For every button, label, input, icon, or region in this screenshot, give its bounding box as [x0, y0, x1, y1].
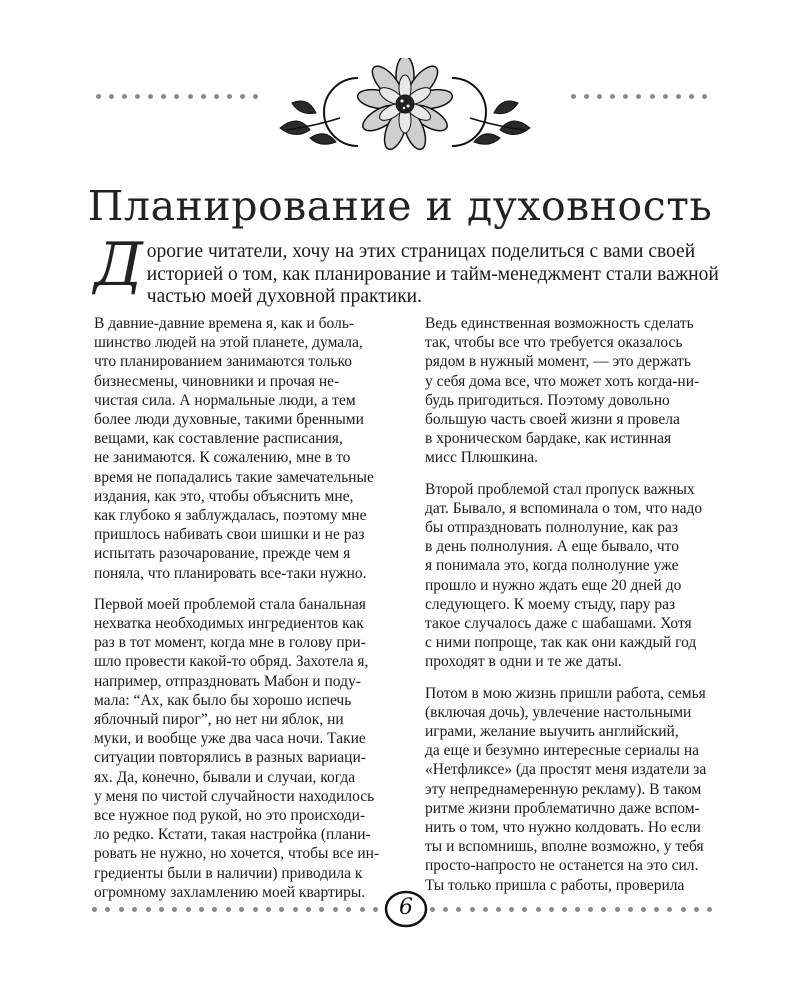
- flower-moon-ornament-icon: [270, 58, 540, 152]
- text-line: в день полнолуния. А еще бывало, что: [425, 538, 679, 556]
- text-line: яблочный пирог”, но нет ни яблок, ни: [94, 711, 344, 729]
- text-line: бы отпраздновать полнолуние, как раз: [425, 519, 678, 537]
- dotted-rule-bottom-left: [92, 906, 378, 912]
- text-line: играми, желание выучить английский,: [425, 723, 679, 741]
- text-line: у себя дома все, что может хоть когда-ни-: [425, 372, 700, 390]
- text-line: ровать не нужно, но хочется, чтобы все ин-: [94, 845, 380, 863]
- text-line: так, чтобы все что требуется оказалось: [425, 334, 683, 352]
- text-line: муки, и вообще уже два часа ночи. Такие: [94, 730, 366, 748]
- text-line: издания, как это, чтобы объяснить мне,: [94, 487, 354, 505]
- text-line: Ты только пришла с работы, проверила: [425, 876, 685, 894]
- text-line: ситуации повторялись в разных вариаци-: [94, 749, 366, 767]
- text-line: ритме жизни проблематично даже вспом-: [425, 799, 700, 817]
- text-line: что планированием занимаются только: [94, 353, 352, 371]
- text-line: как глубоко я заблуждалась, поэтому мне: [94, 507, 367, 525]
- text-line: Потом в мою жизнь пришли работа, семья: [425, 684, 706, 702]
- text-line: более люди духовные, такими бренными: [94, 411, 364, 429]
- text-line: вещами, как составление расписания,: [94, 430, 343, 448]
- text-line: ло редко. Кстати, такая настройка (плани-: [94, 826, 371, 844]
- text-line: с ними попроще, так как они каждый год: [425, 634, 697, 652]
- paragraph: [94, 595, 394, 902]
- text-line: мисс Плюшкина.: [425, 449, 539, 467]
- text-line: большую часть своей жизни я провела: [425, 411, 680, 429]
- text-line: рядом в нужный момент, — это держать: [425, 353, 691, 371]
- dotted-rule-top-left: [96, 93, 258, 99]
- text-line: В давние-давние времена я, как и боль-: [94, 315, 355, 332]
- paragraph: [425, 480, 725, 672]
- text-line: пришлось набивать свои шишки и не раз: [94, 526, 365, 544]
- text-line: шинство людей на этой планете, думала,: [94, 334, 363, 352]
- text-line: гредиенты были в наличии) приводила к: [94, 864, 363, 882]
- text-line: не занимаются. К сожалению, мне в то: [94, 449, 351, 467]
- page-title: Планирование и духовность: [87, 182, 713, 230]
- text-line: Ведь единственная возможность сделать: [425, 315, 694, 332]
- text-line: будь пригодиться. Поэтому довольно: [425, 391, 670, 409]
- text-line: огромному захламлению моей квартиры.: [94, 883, 366, 901]
- right-column: [425, 314, 725, 907]
- text-line: просто-напросто не останется на это сил.: [425, 857, 699, 875]
- text-line: нехватка необходимых ингредиентов как: [94, 615, 364, 633]
- page-number-badge: [383, 889, 429, 929]
- text-line: чистая сила. А нормальные люди, а тем: [94, 391, 356, 409]
- drop-cap: Д: [94, 230, 143, 300]
- dotted-rule-bottom-right: [430, 906, 712, 912]
- text-line: шло провести какой-то обряд. Захотела я,: [94, 653, 369, 671]
- text-line: ях. Да, конечно, бывали и случаи, когда: [94, 768, 356, 786]
- text-line: проходят в одни и те же даты.: [425, 653, 622, 671]
- text-line: мала: “Ах, как было бы хорошо испечь: [94, 691, 352, 709]
- text-line: бизнесмены, чиновники и прочая не-: [94, 372, 340, 390]
- text-line: у меня по чистой случайности находилось: [94, 787, 375, 805]
- text-line: испытать разочарование, прежде чем я: [94, 545, 351, 563]
- text-line: ты и вспомнишь, вполне возможно, у тебя: [425, 838, 704, 856]
- text-line: поняла, что планировать все-таки нужно.: [94, 564, 367, 582]
- text-line: Второй проблемой стал пропуск важных: [425, 480, 695, 498]
- text-line: время не попадались такие замечательные: [94, 468, 374, 486]
- text-line: такое случалось даже с шабашами. Хотя: [425, 615, 692, 633]
- paragraph: [94, 314, 394, 583]
- text-line: например, отпраздновать Мабон и поду-: [94, 672, 361, 690]
- text-line: я понимала это, когда полнолуние уже: [425, 557, 679, 575]
- paragraph: [425, 314, 725, 468]
- text-line: в хроническом бардаке, как истинная: [425, 430, 672, 448]
- intro-line: орогие читатели, хочу на этих страницах поделиться с вами своей: [146, 241, 696, 262]
- intro-paragraph: [94, 230, 724, 309]
- text-line: (включая дочь), увлечение настольными: [425, 703, 692, 721]
- text-line: нить о том, что нужно колдовать. Но если: [425, 819, 701, 837]
- text-line: прошло и нужно ждать еще 20 дней до: [425, 576, 682, 594]
- text-line: все нужное под рукой, но это происходи-: [94, 807, 366, 825]
- text-line: да еще и безумно интересные сериалы на: [425, 742, 700, 760]
- text-line: раз в тот момент, когда мне в голову при-: [94, 634, 366, 652]
- text-line: «Нетфликсе» (да простят меня издатели за: [425, 761, 707, 779]
- page-number: 6: [399, 895, 413, 920]
- text-line: следующего. К моему стыду, пару раз: [425, 595, 676, 613]
- intro-line: историей о том, как планирование и тайм-менеджмент стали важной: [146, 263, 719, 285]
- paragraph: [425, 684, 725, 895]
- text-line: Первой моей проблемой стала банальная: [94, 595, 366, 613]
- intro-line: частью моей духовной практики.: [146, 286, 422, 307]
- text-line: дат. Бывало, я вспоминала о том, что надо: [425, 499, 703, 517]
- dotted-rule-top-right: [571, 93, 707, 99]
- left-column: [94, 314, 394, 914]
- text-line: эту непреднамеренную рекламу). В таком: [425, 780, 702, 798]
